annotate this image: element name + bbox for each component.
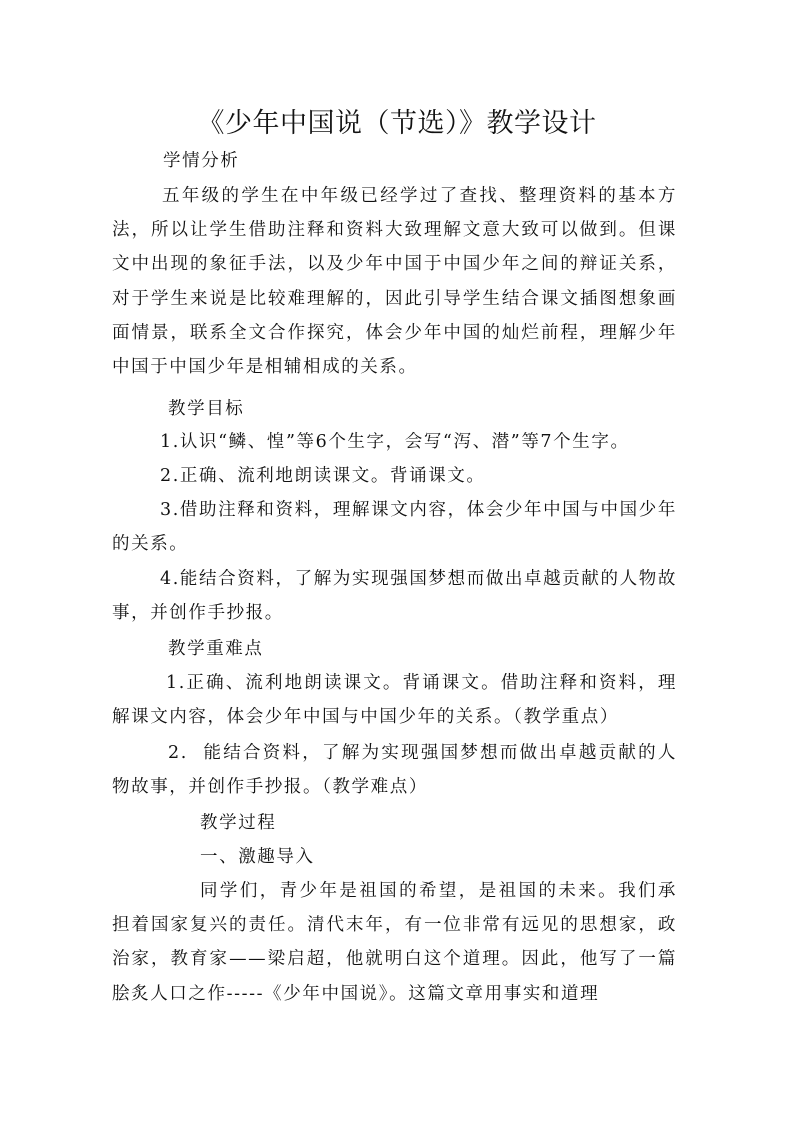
analysis-paragraph: 五年级的学生在中年级已经学过了查找、整理资料的基本方法，所以让学生借助注释和资料大致理解文意大致可以做到。但课文中出现的象征手法，以及少年中国于中国少年之间的辩证关系，对于学生来说是比较难理解的，因此引导学生结合课文插图想象画面情景，联系全文合作探究，体会少年中国的灿烂前程，理解少年中国于中国少年是相辅相成的关系。 bbox=[112, 186, 677, 378]
goal-item-1: 1.认识“鳞、惶”等6个生字，会写“泻、潜”等7个生字。 bbox=[160, 432, 630, 452]
section-heading-goals: 教学目标 bbox=[168, 399, 245, 419]
intro-paragraph: 同学们，青少年是祖国的希望，是祖国的未来。我们承担着国家复兴的责任。清代末年，有一位非常有远见的思想家，政治家，教育家——梁启超，他就明白这个道理。因此，他写了一篇脍炙人口之作-----《少年中国说》。这篇文章用事实和道理 bbox=[112, 881, 677, 1004]
goal-item-4: 4.能结合资料，了解为实现强国梦想而做出卓越贡献的人物故事，并创作手抄报。 bbox=[112, 569, 677, 624]
document-title: 《少年中国说（节选）》教学设计 bbox=[197, 108, 597, 139]
step-heading-intro: 一、激趣导入 bbox=[200, 847, 315, 867]
section-heading-keypoints: 教学重难点 bbox=[168, 639, 264, 659]
keypoint-item-2: 2. 能结合资料，了解为实现强国梦想而做出卓越贡献的人物故事，并创作手抄报。（教学难点） bbox=[112, 743, 677, 798]
keypoint-item-1: 1.正确、流利地朗读课文。背诵课文。借助注释和资料，理解课文内容，体会少年中国与中国少年的关系。（教学重点） bbox=[112, 673, 677, 728]
section-heading-process: 教学过程 bbox=[200, 813, 277, 833]
section-heading-analysis: 学情分析 bbox=[163, 151, 240, 171]
goal-item-3: 3.借助注释和资料，理解课文内容，体会少年中国与中国少年的关系。 bbox=[112, 500, 677, 555]
goal-item-2: 2.正确、流利地朗读课文。背诵课文。 bbox=[160, 466, 486, 486]
